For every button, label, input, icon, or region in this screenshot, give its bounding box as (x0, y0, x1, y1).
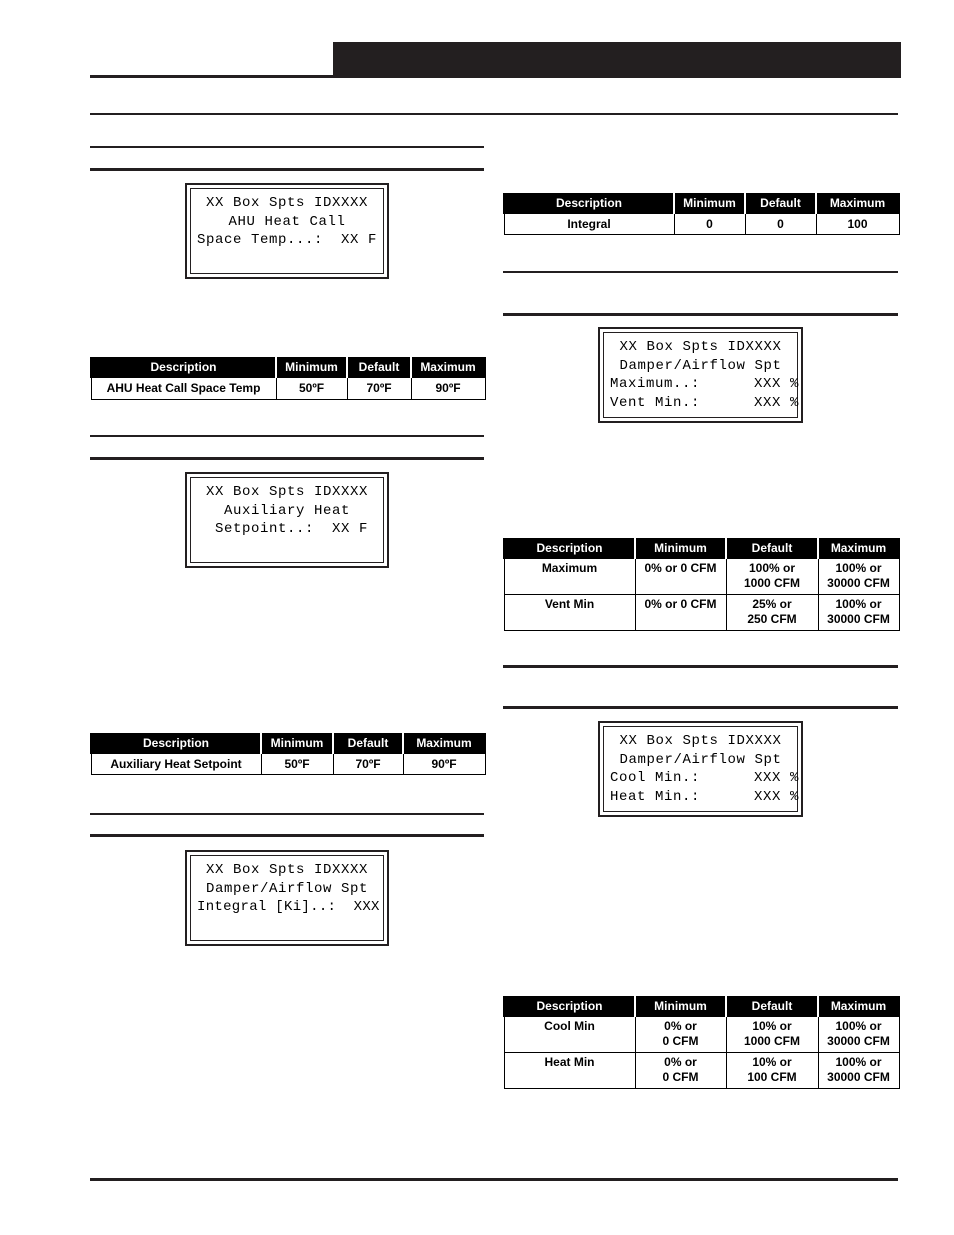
section-rule (503, 313, 898, 316)
lcd-line: XX Box Spts IDXXXX (619, 733, 782, 749)
col-header: Default (726, 538, 818, 559)
table-row (504, 559, 899, 595)
lcd-line: Heat Min.: XXX % (610, 789, 800, 806)
table-cell: 70ºF (333, 754, 403, 775)
section-rule (90, 813, 484, 815)
footer-rule (90, 1178, 898, 1181)
lcd-display-max-vent (598, 327, 803, 423)
table-cell: 0% or 0 CFM (635, 595, 726, 631)
table-header-row (504, 193, 899, 214)
table-cell: 50ºF (276, 378, 347, 400)
lcd-line: Cool Min.: XXX % (610, 770, 800, 787)
top-full-rule (90, 113, 898, 115)
table-cell: 100% or 30000 CFM (818, 559, 899, 595)
lcd-line: Auxiliary Heat (223, 502, 351, 519)
table-cell: 25% or 250 CFM (726, 595, 818, 631)
table-cell: 0% or 0 CFM (635, 1017, 726, 1053)
lcd-line: Setpoint..: XX F (205, 521, 369, 538)
table-cell: 100% or 30000 CFM (818, 1017, 899, 1053)
col-header: Default (745, 193, 816, 214)
col-header: Minimum (674, 193, 745, 214)
header-left-rule (90, 75, 335, 78)
table-cell: 100% or 30000 CFM (818, 1053, 899, 1089)
table-cell: 0% or 0 CFM (635, 1053, 726, 1089)
lcd-display-ahu-heat-call (185, 183, 389, 279)
lcd-line: Vent Min.: XXX % (610, 395, 800, 412)
table-cell: Auxiliary Heat Setpoint (91, 754, 261, 775)
lcd-display-aux-heat (185, 472, 389, 568)
table-cell: 100% or 30000 CFM (818, 595, 899, 631)
col-header: Maximum (818, 538, 899, 559)
table-cell: Heat Min (504, 1053, 635, 1089)
table-cell: 100 (816, 214, 899, 235)
aux-heat-table (90, 733, 486, 775)
lcd-line: Damper/Airflow Spt (619, 751, 782, 768)
table-row (504, 1017, 899, 1053)
col-header: Description (91, 733, 261, 754)
lcd-line: XX Box Spts IDXXXX (619, 339, 782, 355)
col-header: Minimum (276, 357, 347, 378)
section-rule (90, 834, 484, 837)
col-header: Maximum (403, 733, 485, 754)
table-cell: 10% or 100 CFM (726, 1053, 818, 1089)
table-row (91, 754, 485, 775)
lcd-line: Damper/Airflow Spt (205, 880, 369, 897)
section-rule (90, 146, 484, 148)
col-header: Minimum (635, 538, 726, 559)
table-cell: 90ºF (411, 378, 485, 400)
col-header: Description (504, 996, 635, 1017)
table-row (504, 214, 899, 235)
table-cell: 0 (745, 214, 816, 235)
table-cell: Maximum (504, 559, 635, 595)
table-header-row (504, 996, 899, 1017)
table-header-row (504, 538, 899, 559)
table-cell: 100% or 1000 CFM (726, 559, 818, 595)
table-header-row (91, 357, 485, 378)
table-row (91, 378, 485, 400)
col-header: Maximum (818, 996, 899, 1017)
col-header: Maximum (411, 357, 485, 378)
col-header: Description (504, 538, 635, 559)
lcd-line: AHU Heat Call (228, 213, 346, 230)
section-rule (503, 706, 898, 709)
ahu-heat-call-table (90, 357, 486, 400)
table-cell: 10% or 1000 CFM (726, 1017, 818, 1053)
table-cell: 0% or 0 CFM (635, 559, 726, 595)
table-row (504, 595, 899, 631)
lcd-display-integral (185, 850, 389, 946)
col-header: Maximum (816, 193, 899, 214)
table-row (504, 1053, 899, 1089)
table-cell: Cool Min (504, 1017, 635, 1053)
section-rule (503, 271, 898, 273)
lcd-line: XX Box Spts IDXXXX (205, 484, 369, 500)
table-header-row (91, 733, 485, 754)
lcd-line: Maximum..: XXX % (610, 376, 800, 393)
table-cell: 0 (674, 214, 745, 235)
lcd-line: Integral [Ki]..: XXX (197, 899, 380, 916)
section-rule (90, 435, 484, 437)
table-cell: AHU Heat Call Space Temp (91, 378, 276, 400)
col-header: Minimum (635, 996, 726, 1017)
table-cell: 50ºF (261, 754, 333, 775)
table-cell: 90ºF (403, 754, 485, 775)
table-cell: Vent Min (504, 595, 635, 631)
lcd-line: XX Box Spts IDXXXX (205, 862, 369, 878)
section-rule (503, 665, 898, 668)
lcd-line: Damper/Airflow Spt (619, 357, 782, 374)
col-header: Default (726, 996, 818, 1017)
table-cell: Integral (504, 214, 674, 235)
header-bar (333, 42, 901, 78)
section-rule (90, 168, 484, 171)
lcd-display-cool-heat (598, 721, 803, 817)
section-rule (90, 457, 484, 460)
lcd-line: Space Temp...: XX F (197, 232, 378, 249)
col-header: Description (91, 357, 276, 378)
max-vent-table (503, 538, 900, 631)
lcd-line: XX Box Spts IDXXXX (205, 195, 369, 211)
cool-heat-table (503, 996, 900, 1089)
col-header: Description (504, 193, 674, 214)
col-header: Default (347, 357, 411, 378)
table-cell: 70ºF (347, 378, 411, 400)
col-header: Minimum (261, 733, 333, 754)
col-header: Default (333, 733, 403, 754)
integral-table (503, 193, 900, 235)
